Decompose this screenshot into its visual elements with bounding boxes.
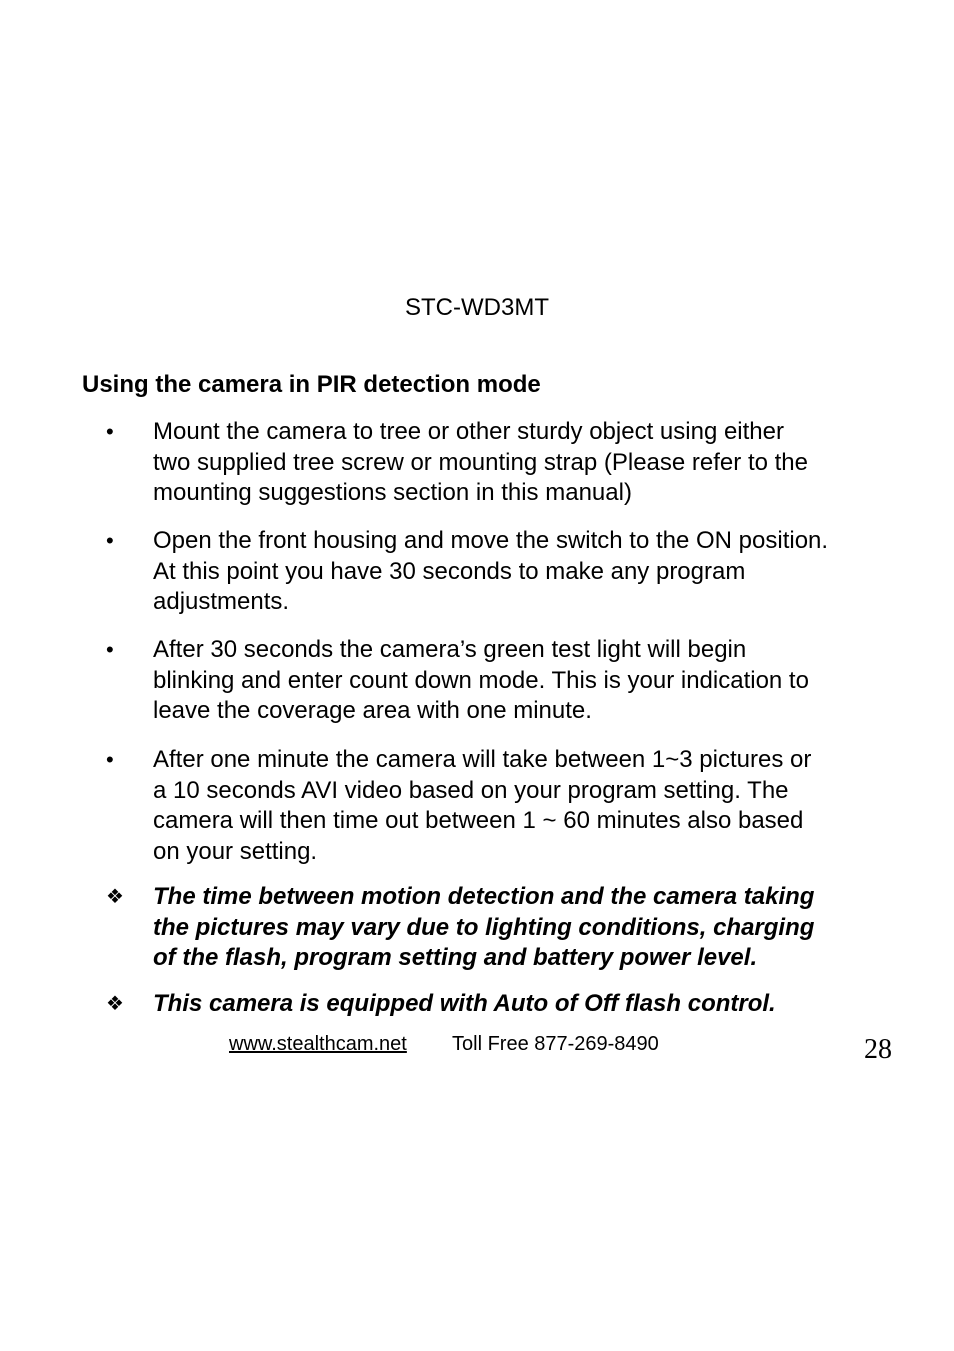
bullet-icon: • (106, 747, 114, 772)
list-item-text: After one minute the camera will take between 1~3 pictures or a 10 seconds AVI video based on your program setting. The camera will then time out between 1 ~ 60 minutes also based on your setting. (153, 746, 812, 865)
toll-free-number: Toll Free 877-269-8490 (452, 1033, 659, 1055)
website-link[interactable]: www.stealthcam.net (229, 1033, 407, 1055)
list-item-text: Mount the camera to tree or other sturdy object using either two supplied tree screw or mounting strap (Please refer to the mounting suggestions section in this manual) (153, 418, 808, 506)
diamond-bullet-icon: ❖ (106, 993, 124, 1015)
diamond-bullet-icon: ❖ (106, 886, 124, 908)
bullet-icon: • (106, 528, 114, 553)
bullet-icon: • (106, 419, 114, 444)
note-text: This camera is equipped with Auto of Off flash control. (153, 990, 776, 1017)
list-item-text: After 30 seconds the camera’s green test light will begin blinking and enter count down mode. This is your indication to leave the coverage area with one minute. (153, 636, 809, 724)
list-item-text: Open the front housing and move the switch to the ON position. At this point you have 30 seconds to make any program adjustments. (153, 527, 829, 615)
bullet-icon: • (106, 637, 114, 662)
model-number: STC-WD3MT (405, 294, 549, 321)
note-text: The time between motion detection and the camera taking the pictures may vary due to lighting conditions, charging of the flash, program setting and battery power level. (153, 883, 815, 971)
page-number: 28 (864, 1034, 892, 1065)
section-heading: Using the camera in PIR detection mode (82, 371, 541, 398)
